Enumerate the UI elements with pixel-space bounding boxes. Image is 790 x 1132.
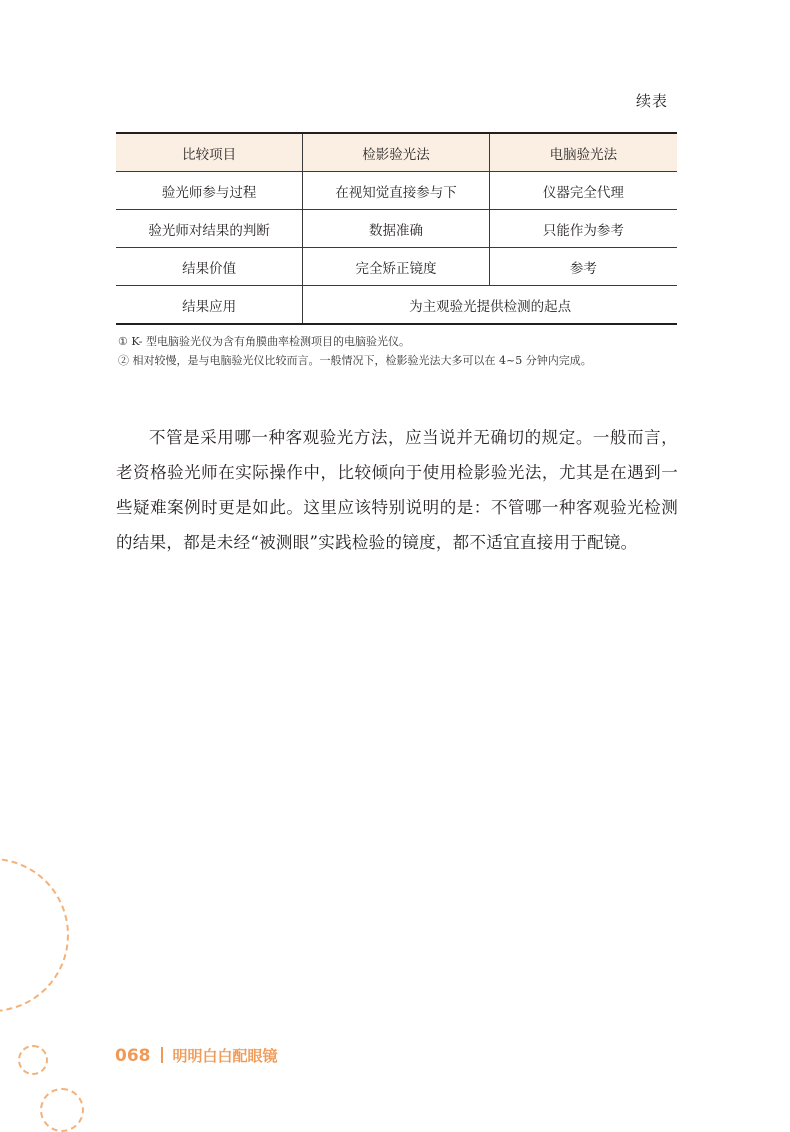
table-header-row xyxy=(116,133,677,172)
page-footer xyxy=(115,1045,278,1066)
table-cell: 结果价值 xyxy=(116,248,303,286)
table-cell: 只能作为参考 xyxy=(489,210,677,248)
decorative-dashed-circle-bottom xyxy=(40,1088,84,1132)
table-row xyxy=(116,286,677,325)
table-cell: 验光师对结果的判断 xyxy=(116,210,303,248)
table-row xyxy=(116,248,677,286)
table-cell: 验光师参与过程 xyxy=(116,172,303,210)
body-paragraph: 不管是采用哪一种客观验光方法，应当说并无确切的规定。一般而言，老资格验光师在实际操作中，比较倾向于使用检影验光法，尤其是在遇到一些疑难案例时更是如此。这里应该特别说明的是：不管哪一种客观验光检测的结果，都是未经“被测眼”实践检验的镜度，都不适宜直接用于配镜。 xyxy=(116,428,678,552)
table-header-cell: 比较项目 xyxy=(116,133,303,172)
table-cell: 完全矫正镜度 xyxy=(303,248,489,286)
footer-divider xyxy=(161,1047,163,1063)
table-merged-cell: 为主观验光提供检测的起点 xyxy=(303,286,677,325)
table-cell: 数据准确 xyxy=(303,210,489,248)
table-row xyxy=(116,210,677,248)
table-cell: 在视知觉直接参与下 xyxy=(303,172,489,210)
table-row xyxy=(116,172,677,210)
decorative-dashed-circle xyxy=(0,858,69,1012)
book-title: 明明白白配眼镜 xyxy=(172,1047,278,1065)
page-number: 068 xyxy=(115,1046,151,1066)
table-footnotes xyxy=(118,332,592,370)
footnote-1: ① K- 型电脑验光仪为含有角膜曲率检测项目的电脑验光仪。 xyxy=(118,335,410,348)
table-cell: 结果应用 xyxy=(116,286,303,325)
table-header-cell: 检影验光法 xyxy=(303,133,489,172)
continued-table-label: 续表 xyxy=(635,92,668,110)
table-cell: 参考 xyxy=(489,248,677,286)
footnote-2: ② 相对较慢，是与电脑验光仪比较而言。一般情况下，检影验光法大多可以在 4~5 分钟内完成。 xyxy=(118,354,592,367)
table-cell: 仪器完全代理 xyxy=(489,172,677,210)
decorative-dashed-circle-small xyxy=(18,1045,48,1075)
comparison-table xyxy=(116,132,677,325)
table-header-cell: 电脑验光法 xyxy=(489,133,677,172)
